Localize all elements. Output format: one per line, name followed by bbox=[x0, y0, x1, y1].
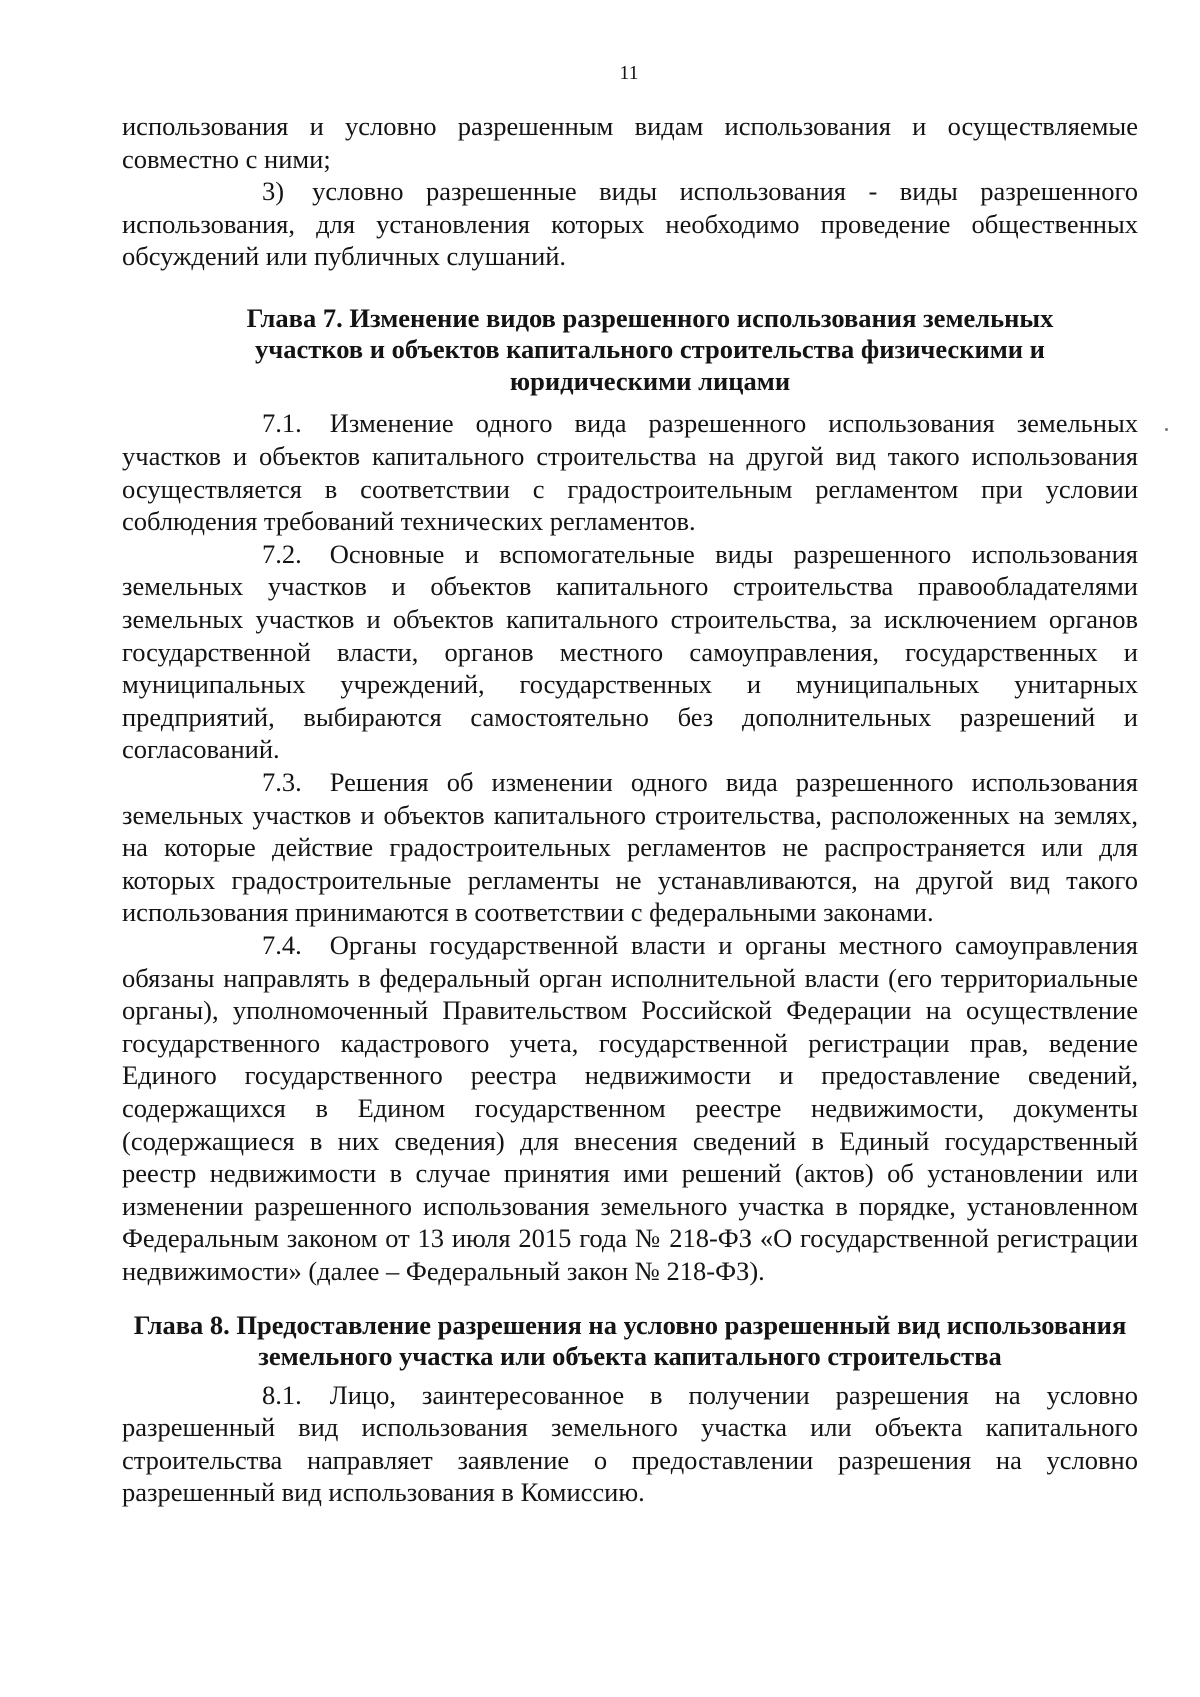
page-number: 11 bbox=[619, 62, 639, 84]
section-number: 8.1. bbox=[262, 1379, 302, 1410]
section-7-2 bbox=[122, 538, 1138, 766]
section-text: Решения об изменении одного вида разрешенного использования земельных участков и объектов капитального строительства, расположенных на землях, на которые действие градостроительных регламентов не распространяется или для которых градостроительные регламенты не устанавливаются, на другой вид такого использования принимаются в соответствии с федеральными законами. bbox=[122, 767, 1138, 928]
chapter-8-title: Глава 8. Предоставление разрешения на условно разрешенный вид использования земельного участка или объекта капитального строительства bbox=[133, 1309, 1127, 1371]
section-7-1 bbox=[122, 407, 1138, 537]
scan-speck bbox=[1165, 428, 1168, 431]
section-text: Изменение одного вида разрешенного использования земельных участков и объектов капитального строительства на другой вид такого использования осуществляется в соответствии с градостроительным регламентом при условии соблюдения требований технических регламентов. bbox=[122, 408, 1138, 537]
section-number: 7.3. bbox=[262, 767, 302, 797]
section-text: Лицо, заинтересованное в получении разрешения на условно разрешенный вид использования земельного участка или объекта капитального строительства направляет заявление о предоставлении разрешения на условно разрешенный вид использования в Комиссию. bbox=[122, 1379, 1138, 1508]
paragraph-continuation: использования и условно разрешенным видам использования и осуществляемые совместно с ними; bbox=[122, 111, 1138, 174]
section-7-3 bbox=[122, 766, 1138, 929]
section-8-1 bbox=[122, 1379, 1138, 1509]
list-item-3 bbox=[122, 175, 1138, 273]
list-item-text: условно разрешенные виды использования - виды разрешенного использования, для установления которых необходимо проведение общественных обсуждений или публичных слушаний. bbox=[122, 176, 1138, 272]
section-7-4 bbox=[122, 929, 1138, 1288]
section-number: 7.1. bbox=[262, 408, 302, 439]
chapter-7-title: Глава 7. Изменение видов разрешенного использования земельных участков и объектов капитального строительства физическими и юридическими лицами bbox=[246, 302, 1054, 396]
page-body bbox=[122, 110, 1138, 1509]
section-text: Основные и вспомогательные виды разрешенного использования земельных участков и объектов капитального строительства правообладателями земельных участков и объектов капитального строительства, за исключением органов государственной власти, органов местного самоуправления, государственных и муниципальных учреждений, государственных и муниципальных унитарных предприятий, выбираются самостоятельно без дополнительных разрешений и согласований. bbox=[122, 538, 1138, 765]
list-item-number: 3) bbox=[262, 176, 285, 207]
section-number: 7.4. bbox=[262, 929, 302, 960]
section-number: 7.2. bbox=[262, 538, 302, 569]
section-text: Органы государственной власти и органы местного самоуправления обязаны направлять в федеральный орган исполнительной власти (его территориальные органы), уполномоченный Правительством Российской Федерации на осуществление государственного кадастрового учета, государственной регистрации прав, ведение Единого государственного реестра недвижимости и предоставление сведений, содержащихся в Едином государственном реестре недвижимости, документы (содержащиеся в них сведения) для внесения сведений в Единый государственный реестр недвижимости в случае принятия ими решений (актов) об установлении или изменении разрешенного использования земельного участка в порядке, установленном Федеральным законом от 13 июля 2015 года № 218-ФЗ «О государственной регистрации недвижимости» (далее – Федеральный закон № 218-ФЗ). bbox=[122, 929, 1138, 1286]
